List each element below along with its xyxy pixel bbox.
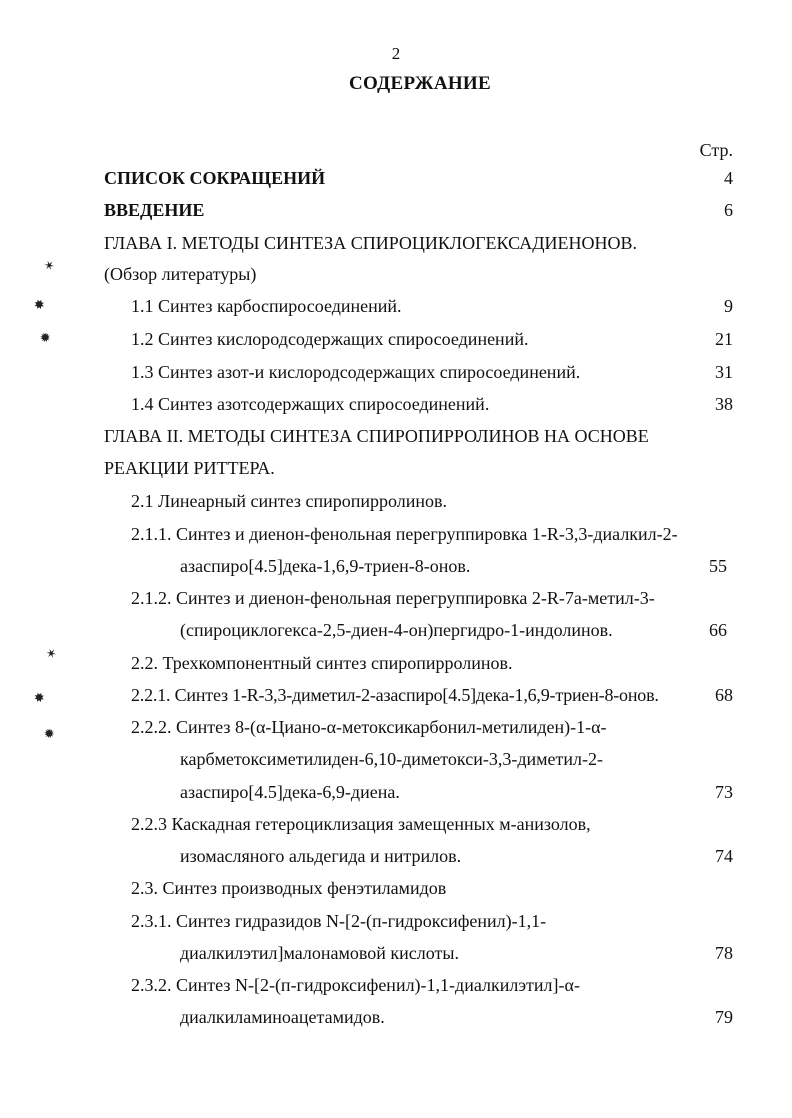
toc-entry-page: 55 [709, 556, 727, 576]
toc-entry-page: 78 [715, 943, 733, 963]
toc-entry [0, 1007, 792, 1035]
toc-entry-text: 2.1.1. Синтез и диенон-фенольная перегруппировка 1-R-3,3-диалкил-2- [131, 524, 678, 544]
toc-entry-text: РЕАКЦИИ РИТТЕРА. [104, 458, 275, 478]
toc-entry [0, 620, 792, 648]
scan-speck: ✸ [31, 295, 47, 314]
toc-entry [0, 426, 792, 454]
toc-entry [0, 524, 792, 552]
toc-entry [0, 588, 792, 616]
toc-entry-page: 66 [709, 620, 727, 640]
scan-speck: ✶ [41, 256, 57, 275]
scan-speck: ✹ [37, 328, 53, 347]
toc-entry [0, 749, 792, 777]
scan-speck: ✹ [41, 724, 57, 743]
toc-entry-text: азаспиро[4.5]дека-1,6,9-триен-8-онов. [180, 556, 471, 576]
toc-entry-text: ГЛАВА II. МЕТОДЫ СИНТЕЗА СПИРОПИРРОЛИНОВ НА ОСНОВЕ [104, 426, 649, 446]
page-column-header: Стр. [699, 140, 733, 160]
page-number: 2 [391, 44, 401, 63]
toc-entry [0, 168, 792, 196]
toc-entry-page: 9 [724, 296, 733, 316]
toc-entry [0, 296, 792, 324]
toc-entry-page: 74 [715, 846, 733, 866]
toc-entry [0, 943, 792, 971]
toc-entry-text: диалкиламиноацетамидов. [180, 1007, 385, 1027]
toc-entry-page: 31 [715, 362, 733, 382]
toc-entry-text: 2.3.1. Синтез гидразидов N-[2-(п-гидроксифенил)-1,1- [131, 911, 547, 931]
toc-entry-text: (спироциклогекса-2,5-диен-4-он)пергидро-1-индолинов. [180, 620, 613, 640]
toc-entry [0, 200, 792, 228]
scan-speck: ✶ [43, 644, 59, 663]
toc-entry [0, 556, 792, 584]
toc-entry-text: 1.4 Синтез азотсодержащих спиросоединений. [131, 394, 490, 414]
toc-entry [0, 264, 792, 292]
page-title: СОДЕРЖАНИЕ [349, 73, 491, 94]
toc-entry-text: 2.2.1. Синтез 1-R-3,3-диметил-2-азаспиро[4.5]дека-1,6,9-триен-8-онов. [131, 685, 659, 705]
toc-entry [0, 233, 792, 261]
toc-entry [0, 975, 792, 1003]
toc-entry [0, 782, 792, 810]
toc-entry [0, 846, 792, 874]
toc-entry-text: 2.3.2. Синтез N-[2-(п-гидроксифенил)-1,1-диалкилэтил]-α- [131, 975, 580, 995]
toc-entry-text: (Обзор литературы) [104, 264, 257, 284]
toc-entry-page: 73 [715, 782, 733, 802]
toc-entry-text: 2.1 Линеарный синтез спиропирролинов. [131, 491, 448, 511]
toc-entry-text: 2.2.2. Синтез 8-(α-Циано-α-метоксикарбонил-метилиден)-1-α- [131, 717, 607, 737]
toc-entry-page: 38 [715, 394, 733, 414]
toc-entry-page: 4 [724, 168, 733, 188]
toc-entry-text: 1.3 Синтез азот-и кислородсодержащих спиросоединений. [131, 362, 581, 382]
toc-entry [0, 878, 792, 906]
toc-entry [0, 814, 792, 842]
toc-entry [0, 653, 792, 681]
toc-entry [0, 458, 792, 486]
toc-entry-text: 2.1.2. Синтез и диенон-фенольная перегруппировка 2-R-7а-метил-3- [131, 588, 655, 608]
toc-entry-text: 2.3. Синтез производных фенэтиламидов [131, 878, 447, 898]
toc-entry-text: 1.2 Синтез кислородсодержащих спиросоединений. [131, 329, 529, 349]
toc-entry-text: изомасляного альдегида и нитрилов. [180, 846, 462, 866]
toc-entry-text: диалкилэтил]малонамовой кислоты. [180, 943, 459, 963]
toc-entry [0, 685, 792, 713]
toc-entry-page: 68 [715, 685, 733, 705]
toc-entry [0, 362, 792, 390]
toc-entry-text: карбметоксиметилиден-6,10-диметокси-3,3-диметил-2- [180, 749, 603, 769]
toc-entry-page: 21 [715, 329, 733, 349]
toc-entry-text: азаспиро[4.5]дека-6,9-диена. [180, 782, 400, 802]
toc-entry-page: 6 [724, 200, 733, 220]
toc-entry [0, 329, 792, 357]
toc-entry-page: 79 [715, 1007, 733, 1027]
scan-speck: ✸ [31, 688, 47, 707]
toc-entry-text: 2.2. Трехкомпонентный синтез спиропирролинов. [131, 653, 513, 673]
toc-entry-text: ВВЕДЕНИЕ [104, 200, 205, 220]
toc-entry [0, 717, 792, 745]
toc-entry [0, 491, 792, 519]
toc-entry-text: ГЛАВА I. МЕТОДЫ СИНТЕЗА СПИРОЦИКЛОГЕКСАДИЕНОНОВ. [104, 233, 637, 253]
toc-entry [0, 394, 792, 422]
toc-entry-text: 2.2.3 Каскадная гетероциклизация замещенных м-анизолов, [131, 814, 591, 834]
toc-entry [0, 911, 792, 939]
toc-entry-text: СПИСОК СОКРАЩЕНИЙ [104, 168, 326, 188]
toc-entry-text: 1.1 Синтез карбоспиросоединений. [131, 296, 402, 316]
